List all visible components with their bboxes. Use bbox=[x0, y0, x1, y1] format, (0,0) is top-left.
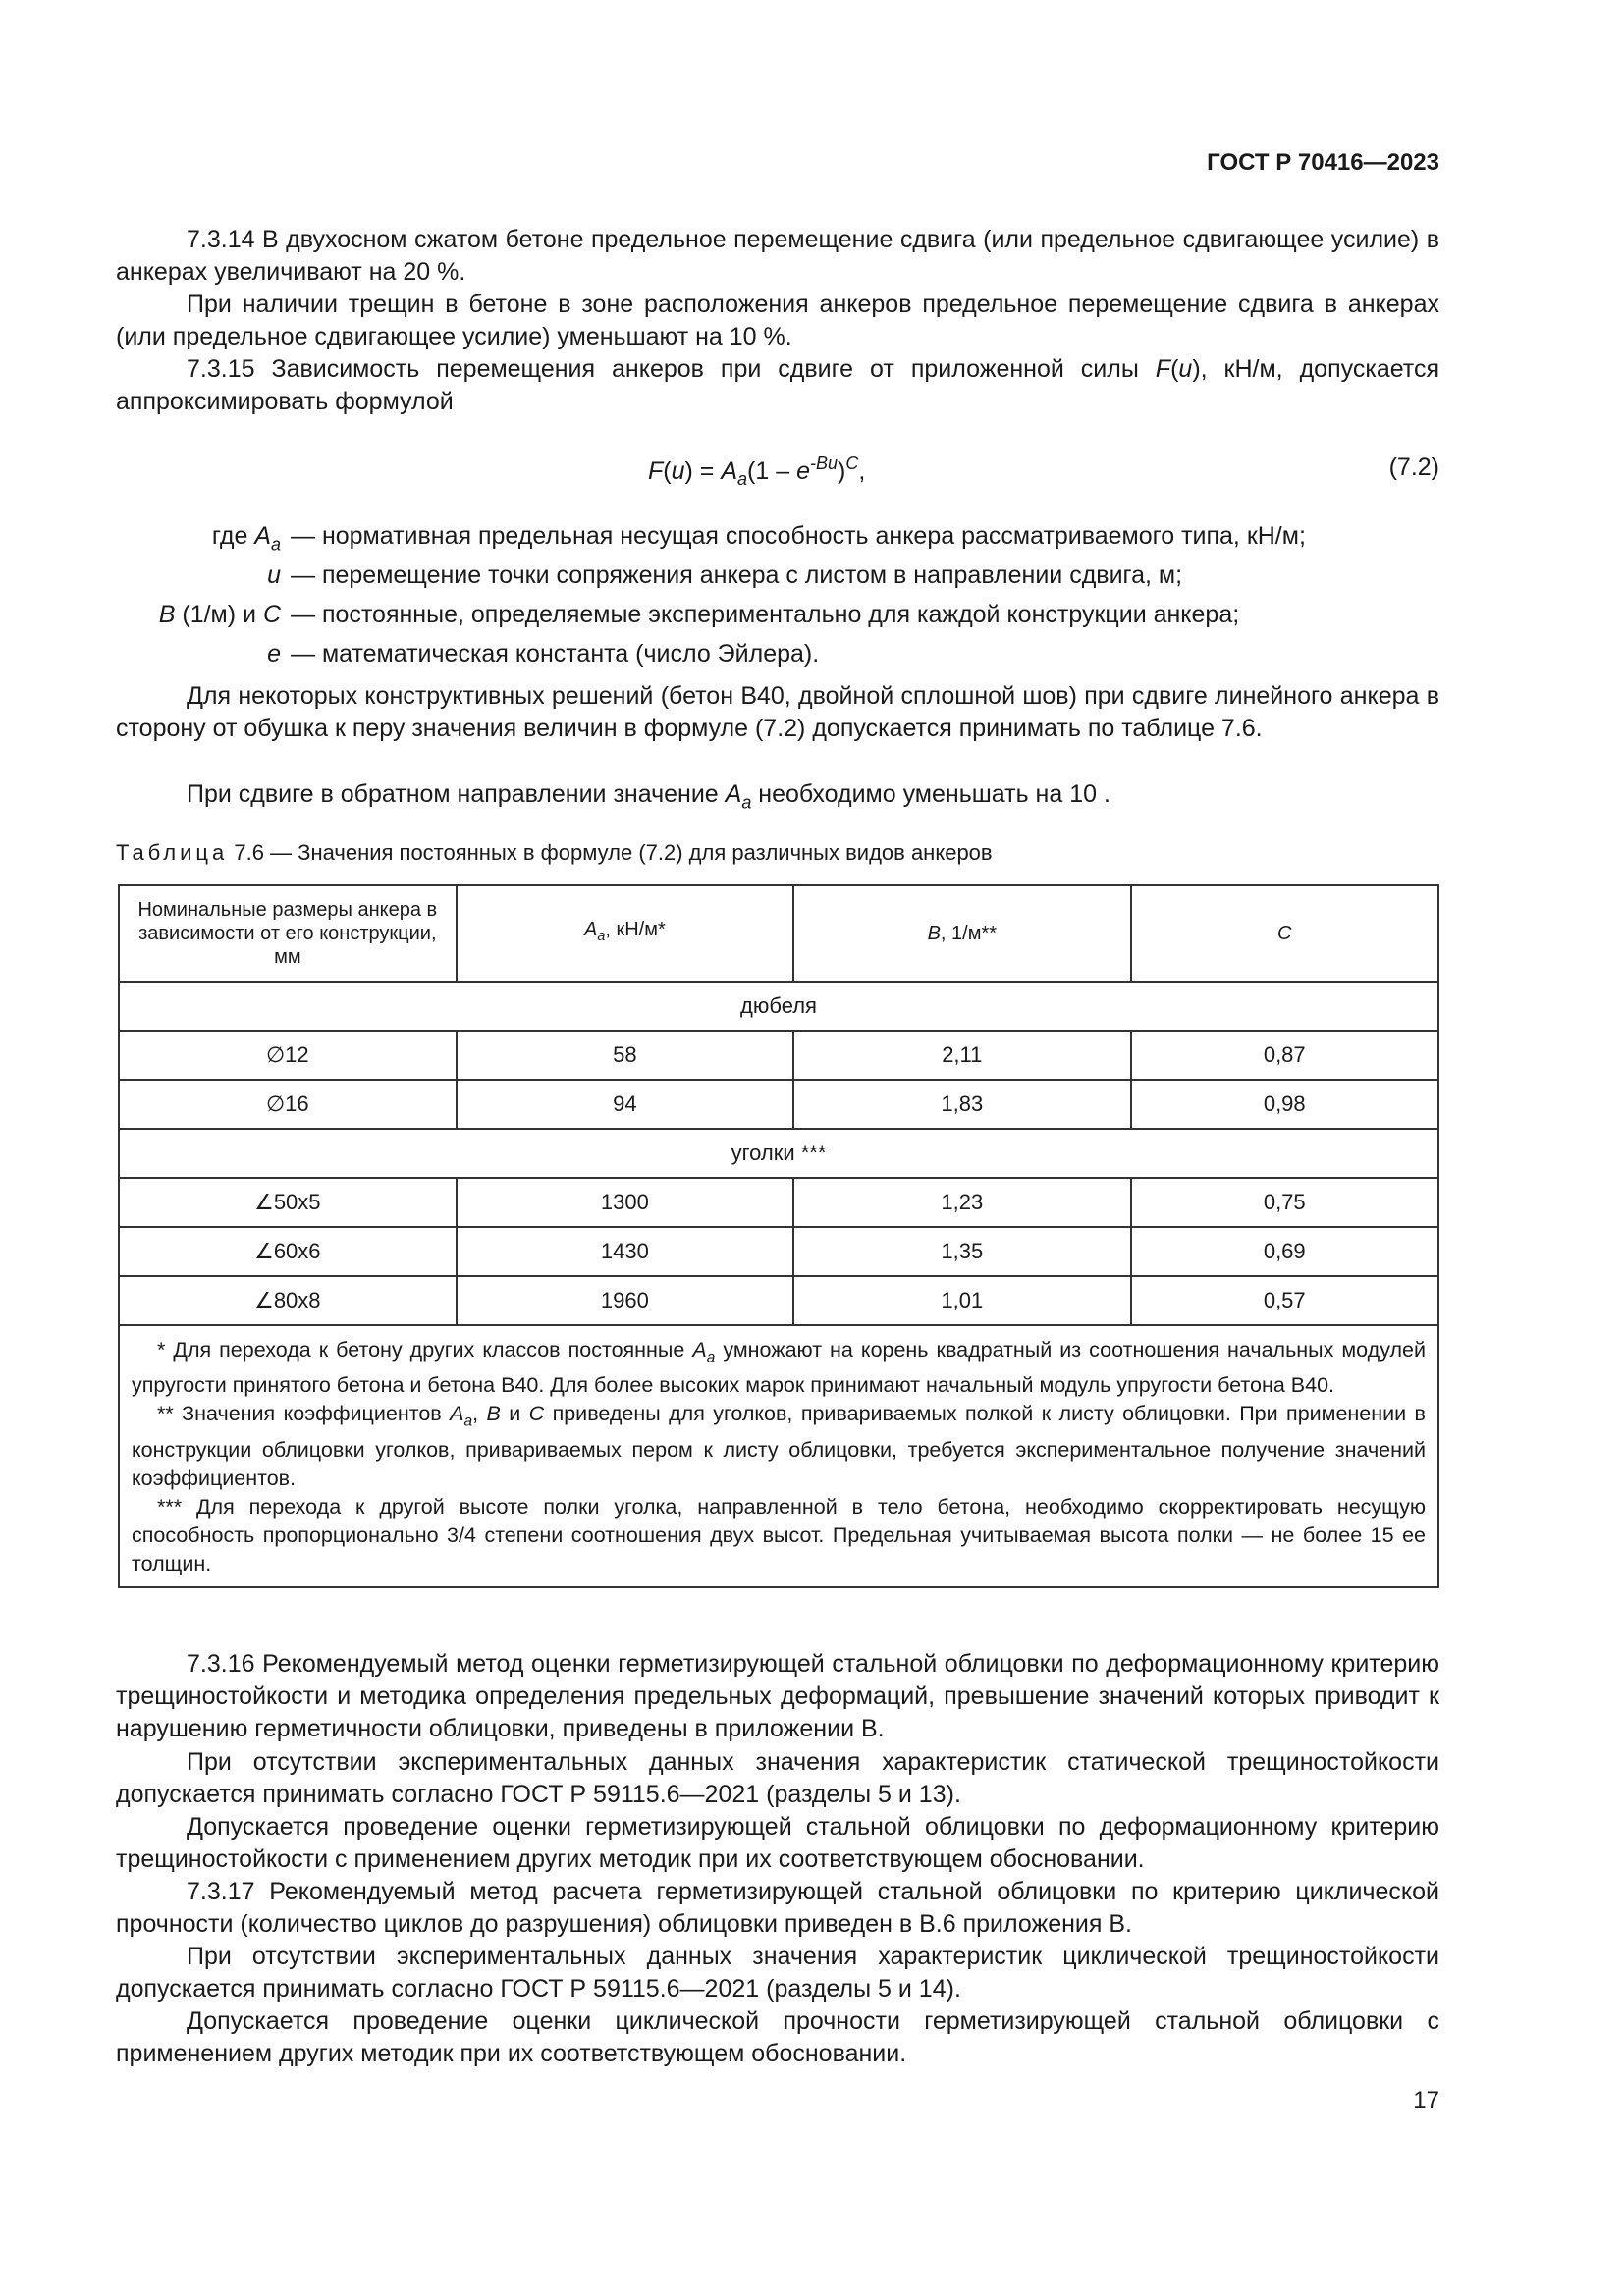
variable-definitions bbox=[116, 518, 1439, 675]
table-row bbox=[119, 1080, 1438, 1129]
group-dowels: дюбеля bbox=[119, 982, 1438, 1031]
table-row bbox=[119, 1276, 1438, 1325]
table-footnotes bbox=[119, 1325, 1438, 1587]
cell-aa: 1300 bbox=[457, 1178, 793, 1227]
paragraph-static-crack: При отсутствии экспериментальных данных значения характеристик статической трещиностойкости допускается принимать согласно ГОСТ Р 59115.6—2021 (разделы 5 и 13). bbox=[116, 1748, 1439, 1808]
cell-size: ∅12 bbox=[119, 1031, 457, 1080]
cell-b: 2,11 bbox=[793, 1031, 1130, 1080]
definition-row: u — перемещение точки сопряжения анкера с листом в направлении сдвига, м; bbox=[267, 561, 1183, 589]
header-aa: $A_a$, кН/м* bbox=[457, 885, 793, 982]
paragraph-7-3-14: 7.3.14 В двухосном сжатом бетоне предельное перемещение сдвига (или предельное сдвигающее усилие) в анкерах увеличивают на 20 %. bbox=[116, 226, 1439, 286]
cell-b: 1,01 bbox=[793, 1276, 1130, 1325]
formula-expression: $F(u) = A_a(1 - e^{-Bu})^C$, bbox=[648, 454, 866, 490]
paragraph-7-3-15: 7.3.15 Зависимость перемещения анкеров при сдвиге от приложенной силы F(u), кН/м, допускается аппроксимировать формулой bbox=[116, 355, 1440, 415]
paragraph-7-3-16: 7.3.16 Рекомендуемый метод оценки герметизирующей стальной облицовки по деформационному критерию трещиностойкости и методика определения предельных деформаций, превышение значений которых приводит к нарушению герметичности облицовки, приведены в приложении В. bbox=[116, 1650, 1439, 1742]
cell-size: ∠80x8 bbox=[119, 1276, 457, 1325]
table-header-row bbox=[119, 885, 1438, 982]
anchor-constants-table bbox=[118, 884, 1439, 1588]
cell-b: 1,83 bbox=[793, 1080, 1130, 1129]
paragraph-7-3-17: 7.3.17 Рекомендуемый метод расчета герметизирующей стальной облицовки по критерию циклической прочности (количество циклов до разрушения) облицовки приведен в В.6 приложения В. bbox=[116, 1878, 1439, 1938]
table-notes-row bbox=[119, 1325, 1438, 1587]
definition-row: e — математическая константа (число Эйлера). bbox=[267, 640, 820, 667]
paragraph-other-methods-1: Допускается проведение оценки герметизирующей стальной облицовки по деформационному критерию трещиностойкости с применением других методик при их соответствующем обосновании. bbox=[116, 1813, 1439, 1873]
cell-size: ∠50x5 bbox=[119, 1178, 457, 1227]
table-row bbox=[119, 1031, 1438, 1080]
standard-designation: ГОСТ Р 70416—2023 bbox=[1207, 149, 1439, 176]
paragraph-b40: Для некоторых конструктивных решений (бетон В40, двойной сплошной шов) при сдвиге линейного анкера в сторону от обушка к перу значения величин в формуле (7.2) допускается принимать по таблице 7.6. bbox=[116, 682, 1439, 742]
cell-size: ∅16 bbox=[119, 1080, 457, 1129]
definition-row: где $A_a$ — нормативная предельная несущая способность анкера рассматриваемого типа, кН/м; bbox=[211, 522, 1306, 555]
footnote-3: *** Для перехода к другой высоте полки уголка, направленной в тело бетона, необходимо скорректировать несущую способность пропорционально 3/4 степени соотношения двух высот. Предельная учитываемая высота полки — не более 15 ее толщин. bbox=[132, 1494, 1426, 1575]
footnote-2: ** Значения коэффициентов $A_a$, B и C приведены для уголков, привариваемых полкой к листу облицовки. При применении в конструкции облицовки уголков, привариваемых пером к листу облицовки, требуется экспериментальное получение значений коэффициентов. bbox=[132, 1402, 1426, 1490]
cell-c: 0,87 bbox=[1131, 1031, 1439, 1080]
formula-number: (7.2) bbox=[1388, 454, 1439, 481]
table-caption: Таблица 7.6 — Значения постоянных в формуле (7.2) для различных видов анкеров bbox=[116, 840, 993, 865]
cell-aa: 58 bbox=[457, 1031, 793, 1080]
table-group-row bbox=[119, 1129, 1438, 1178]
cell-size: ∠60x6 bbox=[119, 1227, 457, 1276]
cell-c: 0,57 bbox=[1131, 1276, 1439, 1325]
footnote-1: * Для перехода к бетону других классов постоянные $A_a$ умножают на корень квадратный из соотношения начальных модулей упругости принятого бетона и бетона В40. Для более высоких марок принимают начальный модуль упругости бетона В40. bbox=[132, 1338, 1426, 1398]
header-c: C bbox=[1131, 885, 1439, 982]
definition-row: B (1/м) и C — постоянные, определяемые экспериментально для каждой конструкции анкера; bbox=[158, 601, 1240, 628]
cell-c: 0,75 bbox=[1131, 1178, 1439, 1227]
cell-b: 1,35 bbox=[793, 1227, 1130, 1276]
paragraph-reverse-shear: При сдвиге в обратном направлении значение $A_a$ необходимо уменьшать на 10 . bbox=[187, 780, 1110, 813]
cell-aa: 1960 bbox=[457, 1276, 793, 1325]
page-number: 17 bbox=[1413, 2087, 1439, 2113]
paragraph-cyclic-crack: При отсутствии экспериментальных данных значения характеристик циклической трещиностойкости допускается принимать согласно ГОСТ Р 59115.6—2021 (разделы 5 и 14). bbox=[116, 1943, 1439, 2002]
table-row bbox=[119, 1178, 1438, 1227]
table-row bbox=[119, 1227, 1438, 1276]
group-angles: уголки *** bbox=[119, 1129, 1438, 1178]
cell-b: 1,23 bbox=[793, 1178, 1130, 1227]
header-b: B, 1/м** bbox=[793, 885, 1130, 982]
paragraph-cracks: При наличии трещин в бетоне в зоне расположения анкеров предельное перемещение сдвига в анкерах (или предельное сдвигающее усилие) уменьшают на 10 %. bbox=[116, 291, 1439, 350]
paragraph-other-methods-2: Допускается проведение оценки циклической прочности герметизирующей стальной облицовки с применением других методик при их соответствующем обосновании. bbox=[116, 2007, 1439, 2067]
header-anchor-size: Номинальные размеры анкера в зависимости от его конструкции, мм bbox=[119, 885, 457, 982]
cell-aa: 94 bbox=[457, 1080, 793, 1129]
cell-c: 0,69 bbox=[1131, 1227, 1439, 1276]
table-group-row bbox=[119, 982, 1438, 1031]
cell-c: 0,98 bbox=[1131, 1080, 1439, 1129]
cell-aa: 1430 bbox=[457, 1227, 793, 1276]
